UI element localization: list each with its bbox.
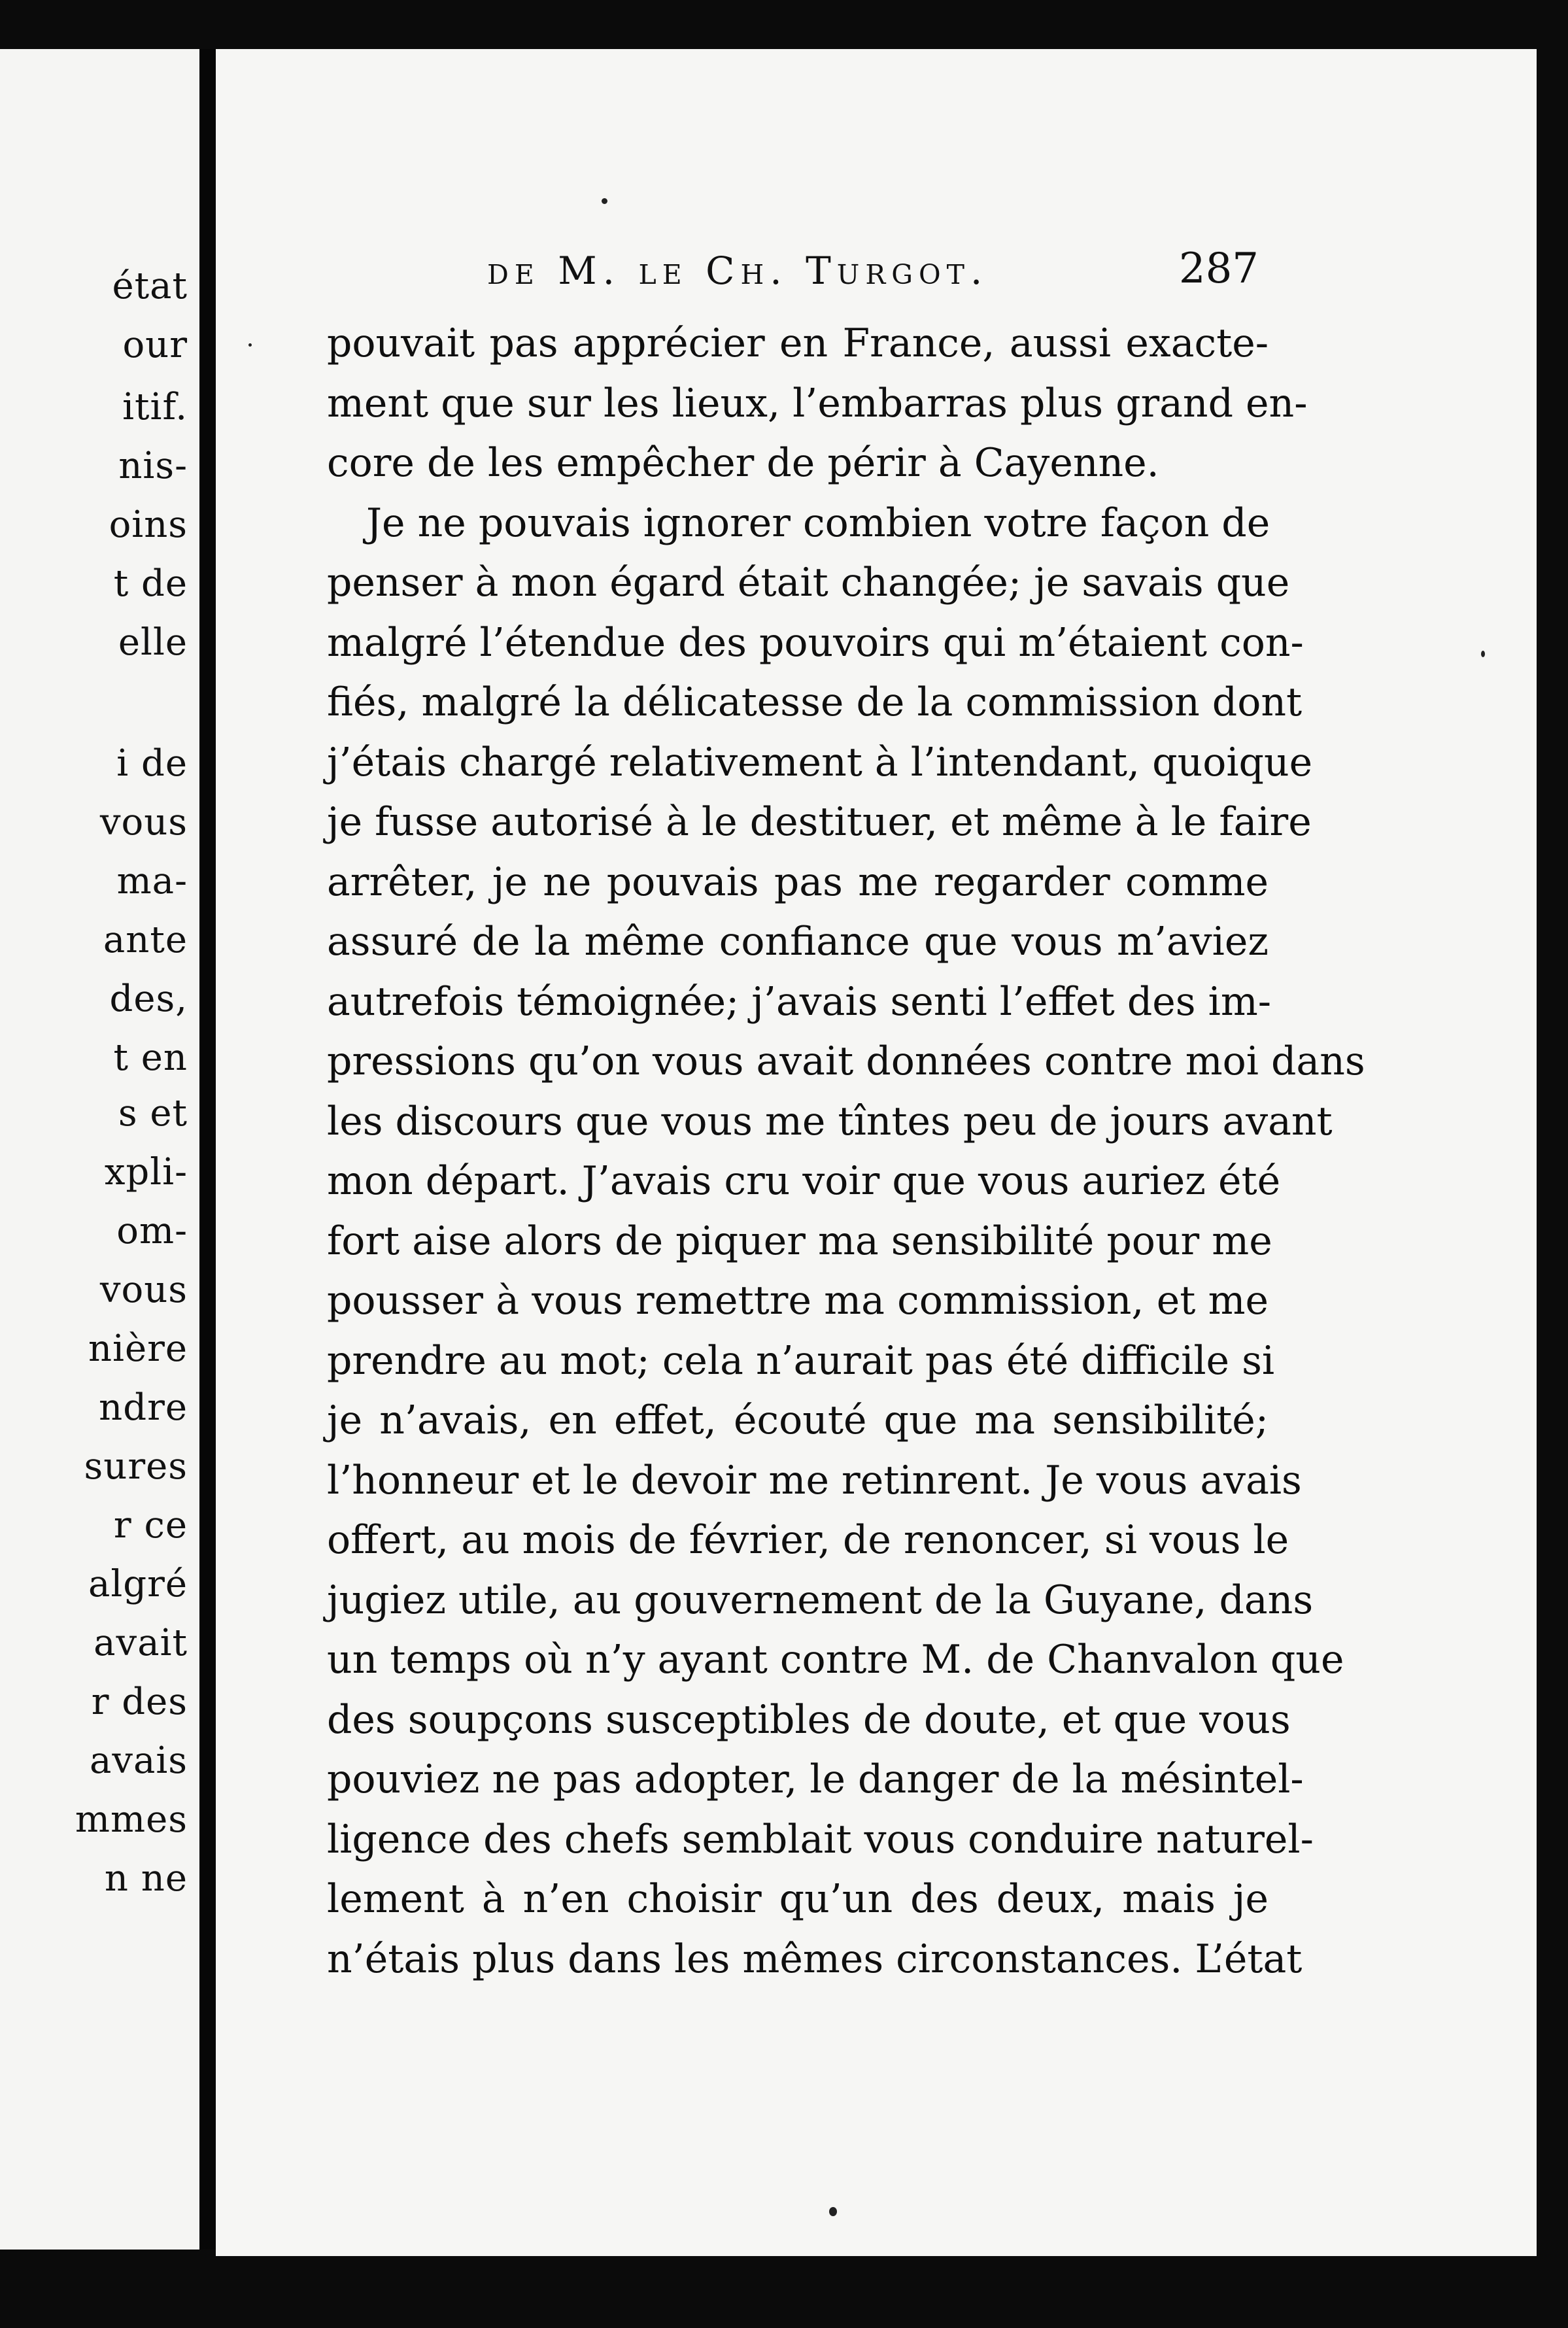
ink-speck	[1481, 651, 1485, 657]
text-line: ligence des chefs semblait vous conduire naturel-	[327, 1816, 1314, 1862]
facing-page	[0, 49, 199, 2250]
facing-page-fragment: vous	[99, 801, 188, 844]
text-line: pousser à vous remettre ma commission, et me	[327, 1278, 1269, 1324]
text-line: j’étais chargé relativement à l’intendant, quoique	[327, 739, 1313, 785]
page-header	[487, 245, 1259, 307]
facing-page-fragment: r ce	[113, 1504, 188, 1547]
facing-page-fragment: om-	[116, 1210, 188, 1252]
facing-page-fragment: vous	[99, 1269, 188, 1311]
text-line: les discours que vous me tîntes peu de jours avant	[327, 1098, 1333, 1144]
text-line: assuré de la même confiance que vous m’aviez	[327, 919, 1269, 965]
text-line: des soupçons susceptibles de doute, et que vous	[327, 1696, 1291, 1743]
text-line: prendre au mot; cela n’aurait pas été difficile si	[327, 1337, 1275, 1384]
text-line: fort aise alors de piquer ma sensibilité pour me	[327, 1218, 1272, 1264]
text-line: pouvait pas apprécier en France, aussi exacte-	[327, 320, 1269, 366]
text-line: pressions qu’on vous avait données contre moi dans	[327, 1038, 1365, 1084]
facing-page-fragment: algré	[88, 1563, 188, 1605]
text-line: jugiez utile, au gouvernement de la Guyane, dans	[327, 1577, 1314, 1623]
text-line: je n’avais, en effet, écouté que ma sensibilité;	[327, 1397, 1269, 1443]
text-line: je fusse autorisé à le destituer, et même à le faire	[327, 799, 1312, 845]
text-line: Je ne pouvais ignorer combien votre façon de	[366, 500, 1270, 546]
ink-speck	[829, 2207, 837, 2216]
text-line: penser à mon égard était changée; je savais que	[327, 560, 1290, 606]
facing-page-fragment: t en	[113, 1036, 188, 1079]
text-line: ment que sur les lieux, l’embarras plus grand en-	[327, 380, 1308, 426]
facing-page-fragment: elle	[118, 621, 188, 664]
facing-page-fragment: s et	[118, 1092, 188, 1135]
facing-page-fragment: état	[112, 265, 188, 307]
facing-page-fragment: nière	[88, 1327, 188, 1370]
facing-page-fragment: mmes	[75, 1798, 188, 1841]
facing-page-fragment: xpli-	[104, 1151, 188, 1193]
text-line: lement à n’en choisir qu’un des deux, mais je	[327, 1876, 1269, 1922]
text-line: offert, au mois de février, de renoncer, si vous le	[327, 1517, 1289, 1563]
text-line: core de les empêcher de périr à Cayenne.	[327, 440, 1159, 486]
ink-speck	[248, 343, 252, 347]
facing-page-fragment: ma-	[116, 860, 188, 902]
text-line: n’étais plus dans les mêmes circonstances. L’état	[327, 1936, 1303, 1982]
facing-page-fragment: oins	[109, 504, 188, 546]
text-line: pouviez ne pas adopter, le danger de la mésintel-	[327, 1756, 1304, 1802]
facing-page-fragment: n ne	[104, 1857, 188, 1900]
facing-page-fragment: t de	[113, 562, 188, 605]
facing-page-fragment: our	[122, 324, 188, 366]
facing-page-fragment: nis-	[118, 445, 188, 487]
text-line: l’honneur et le devoir me retinrent. Je vous avais	[327, 1457, 1302, 1503]
ink-speck	[602, 198, 607, 204]
text-line: arrêter, je ne pouvais pas me regarder comme	[327, 859, 1269, 905]
text-line: un temps où n’y ayant contre M. de Chanvalon que	[327, 1637, 1344, 1683]
book-gutter	[199, 49, 216, 2250]
facing-page-fragment: i de	[116, 742, 188, 785]
facing-page-fragment: r des	[91, 1681, 188, 1723]
facing-page-fragment: avait	[94, 1622, 188, 1664]
body-text	[327, 314, 1365, 1989]
facing-page-fragment: sures	[84, 1445, 188, 1488]
page-number: 287	[1178, 245, 1259, 293]
facing-page-fragment: ndre	[99, 1386, 188, 1429]
facing-page-fragment: avais	[89, 1739, 188, 1782]
text-line: fiés, malgré la délicatesse de la commission dont	[327, 679, 1303, 725]
facing-page-fragment: des,	[109, 978, 188, 1020]
running-head: de M. le Ch. Turgot.	[487, 248, 989, 293]
facing-page-fragment: itif.	[122, 386, 188, 428]
text-line: malgré l’étendue des pouvoirs qui m’étaient con-	[327, 619, 1304, 666]
text-line: autrefois témoignée; j’avais senti l’effet des im-	[327, 978, 1271, 1025]
text-line: mon départ. J’avais cru voir que vous auriez été	[327, 1158, 1281, 1204]
facing-page-fragment: ante	[103, 919, 188, 961]
